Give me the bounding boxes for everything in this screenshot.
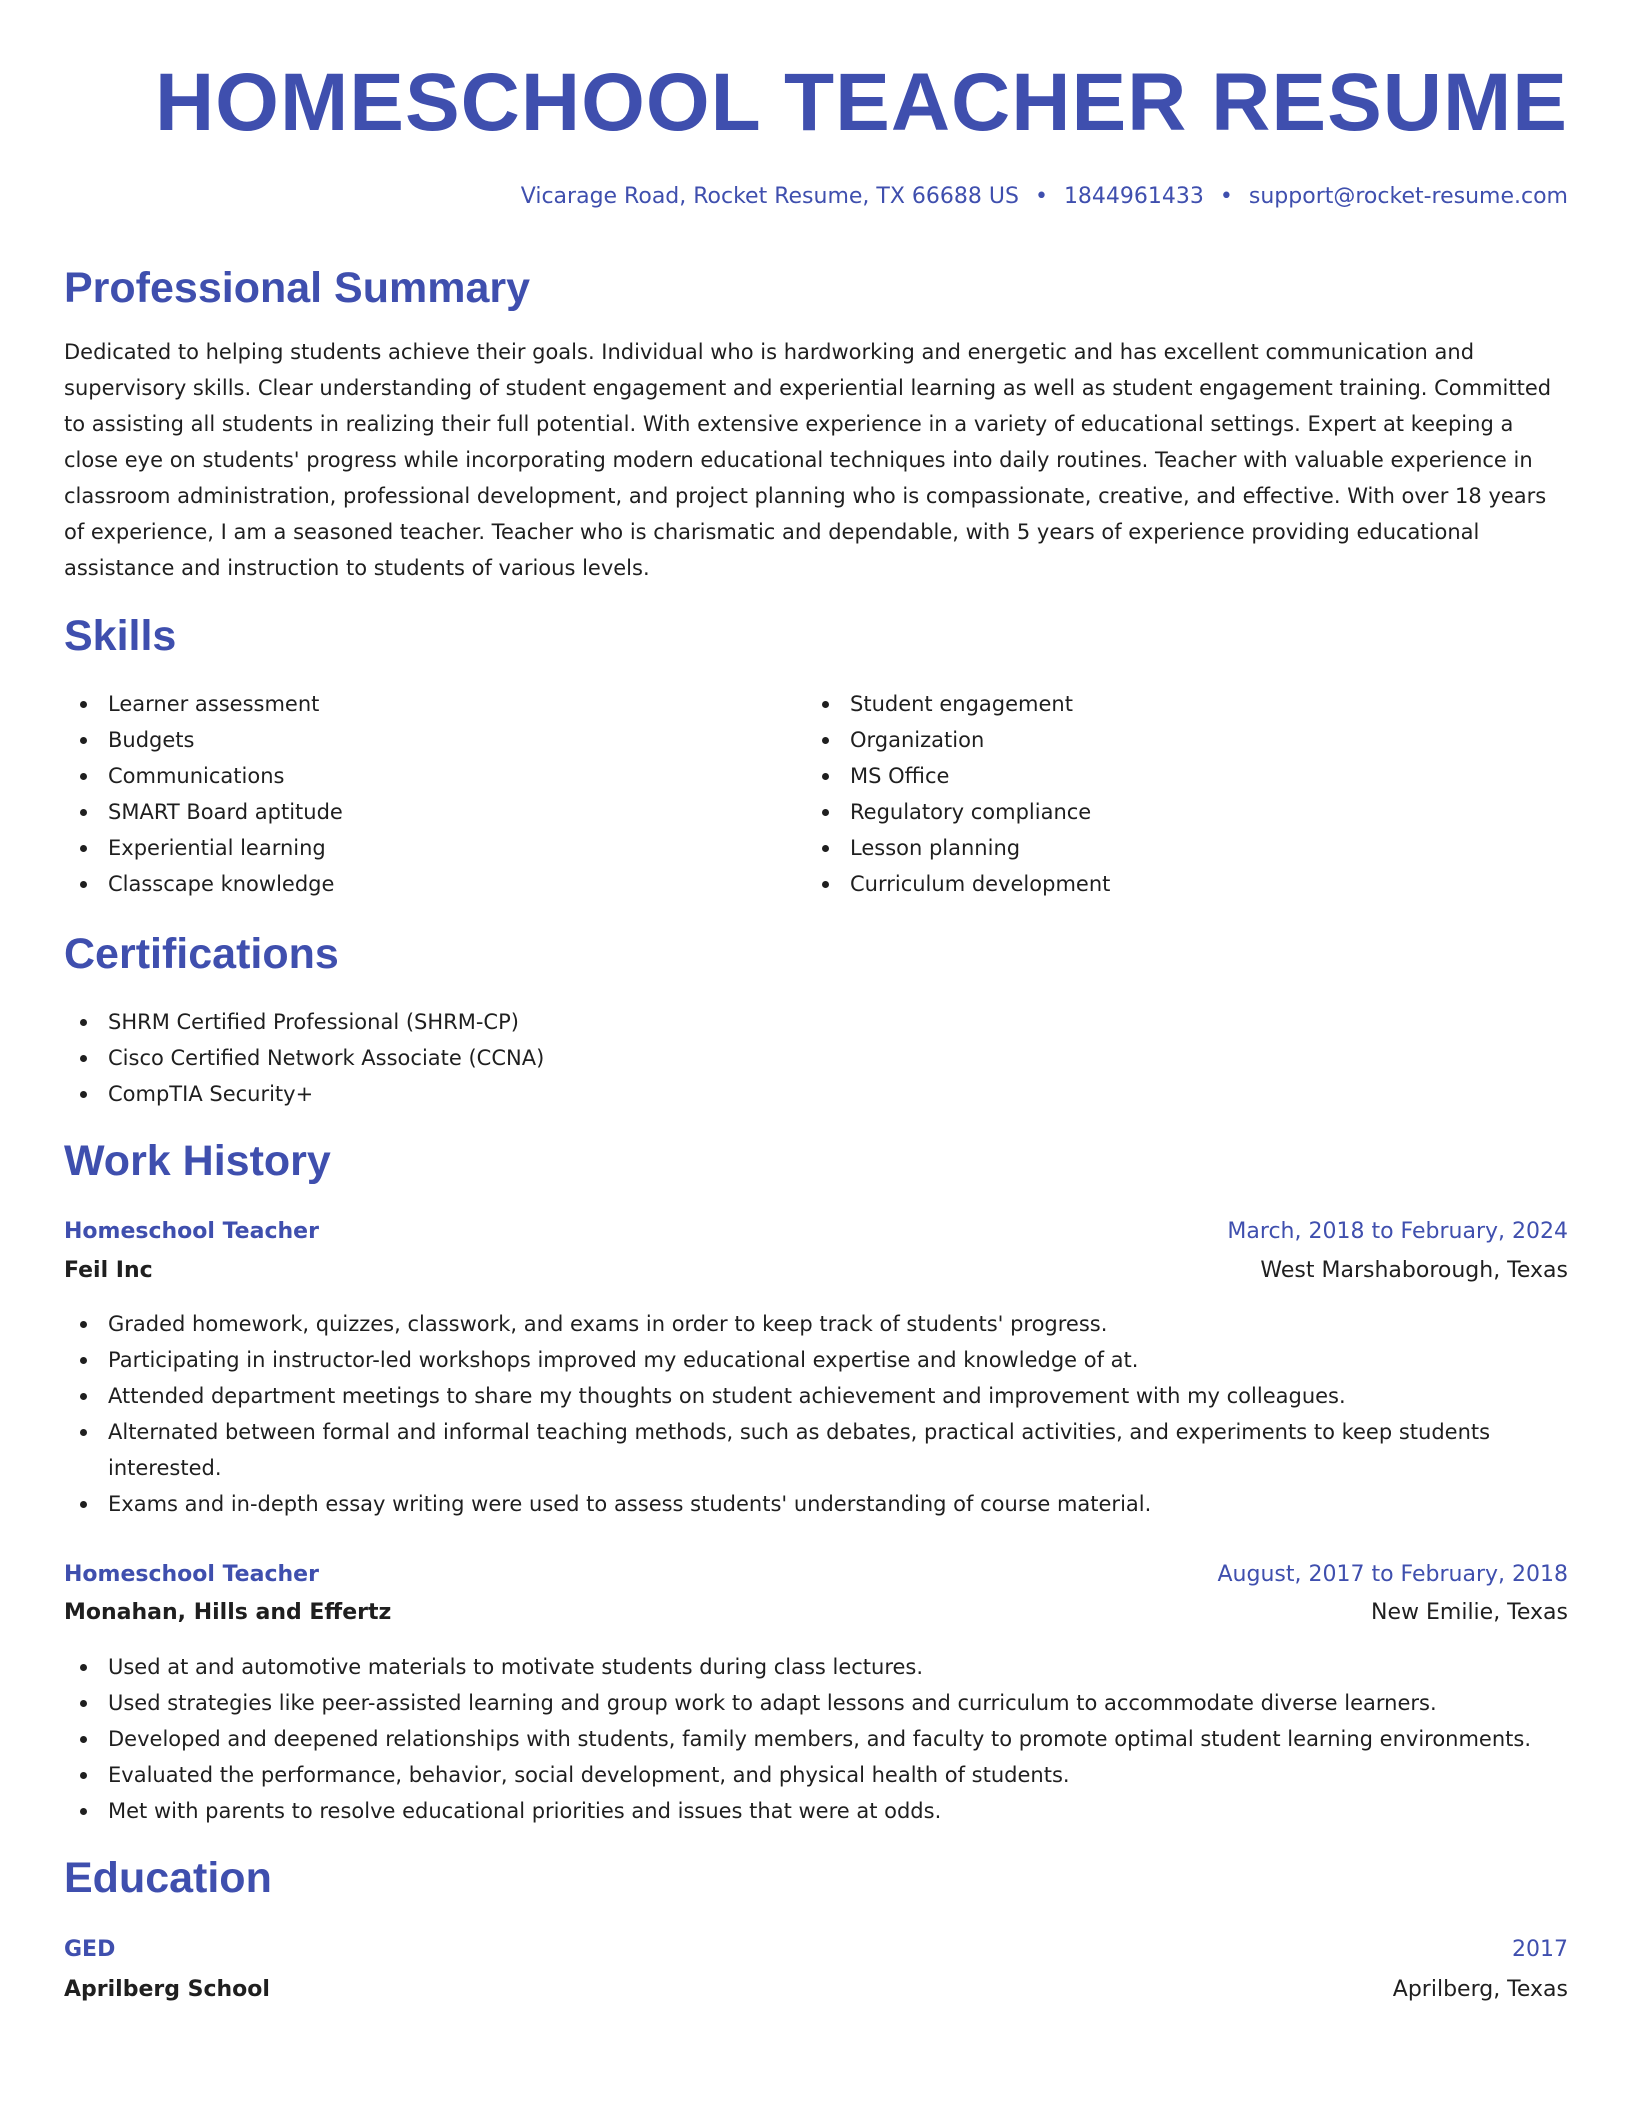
skill-item: Student engagement (806, 686, 1506, 722)
job-bullet: Developed and deepened relationships with students, family members, and faculty to promote optimal student learning environments. (64, 1721, 1568, 1757)
job-dates: August, 2017 to February, 2018 (1217, 1562, 1568, 1587)
skills-list-left (64, 686, 764, 902)
contact-phone: 1844961433 (1063, 184, 1204, 209)
certification-item: Cisco Certified Network Associate (CCNA) (64, 1040, 1568, 1076)
job-bullet: Exams and in-depth essay writing were used to assess students' understanding of course material. (64, 1486, 1568, 1522)
job-title: Homeschool Teacher (64, 1219, 319, 1244)
skills-heading: Skills (64, 612, 177, 660)
education-year: 2017 (1512, 1937, 1568, 1962)
certifications-heading: Certifications (64, 930, 339, 978)
job-bullet: Graded homework, quizzes, classwork, and exams in order to keep track of students' progress. (64, 1306, 1568, 1342)
education-school: Aprilberg School (64, 1977, 270, 2002)
skill-item: Organization (806, 722, 1506, 758)
job-bullet: Used at and automotive materials to motivate students during class lectures. (64, 1649, 1568, 1685)
job-bullet: Participating in instructor-led workshops improved my educational expertise and knowledge of at. (64, 1342, 1568, 1378)
skills-list-right (806, 686, 1506, 902)
skill-item: Lesson planning (806, 830, 1506, 866)
summary-text: Dedicated to helping students achieve their goals. Individual who is hardworking and energetic and has excellent communication and supervisory skills. Clear understanding of student engagement and experiential learning as well as student engagement training. Committed to assisting all students in realizing their full potential. With extensive experience in a variety of educational settings. Expert at keeping a close eye on students' progress while incorporating modern educational techniques into daily routines. Teacher with valuable experience in classroom administration, professional development, and project planning who is compassionate, creative, and effective. With over 18 years of experience, I am a seasoned teacher. Teacher who is charismatic and dependable, with 5 years of experience providing educational assistance and instruction to students of various levels. (64, 340, 1552, 580)
work-history-heading: Work History (64, 1137, 331, 1185)
job-company: Feil Inc (64, 1258, 153, 1283)
skill-item: SMART Board aptitude (64, 794, 764, 830)
job-bullet: Met with parents to resolve educational priorities and issues that were at odds. (64, 1793, 1568, 1829)
education-heading: Education (64, 1854, 272, 1902)
skill-item: Regulatory compliance (806, 794, 1506, 830)
contact-email[interactable]: support@rocket-resume.com (1248, 184, 1568, 209)
job-bullet: Used strategies like peer-assisted learning and group work to adapt lessons and curriculum to accommodate diverse learners. (64, 1685, 1568, 1721)
education-degree: GED (64, 1937, 116, 1962)
contact-separator: • (1034, 184, 1048, 209)
job-company-row (64, 1253, 1568, 1289)
contact-separator: • (1219, 184, 1233, 209)
job-bullets (64, 1306, 1568, 1522)
job-location: West Marshaborough, Texas (1260, 1258, 1568, 1283)
education-header-row (64, 1932, 1568, 1968)
skill-item: MS Office (806, 758, 1506, 794)
resume-page (64, 0, 1568, 2112)
skill-item: Learner assessment (64, 686, 764, 722)
education-location: Aprilberg, Texas (1392, 1977, 1568, 2002)
job-bullets (64, 1649, 1568, 1829)
job-header-row (64, 1214, 1568, 1250)
education-school-row (64, 1972, 1568, 2008)
job-location: New Emilie, Texas (1371, 1600, 1568, 1625)
skill-item: Budgets (64, 722, 764, 758)
job-bullet: Alternated between formal and informal teaching methods, such as debates, practical activities, and experiments to keep students interested. (64, 1414, 1568, 1486)
summary-heading: Professional Summary (64, 264, 531, 312)
job-title: Homeschool Teacher (64, 1562, 319, 1587)
job-bullet: Attended department meetings to share my thoughts on student achievement and improvement with my colleagues. (64, 1378, 1568, 1414)
resume-title: HOMESCHOOL TEACHER RESUME (154, 57, 1568, 148)
certification-item: CompTIA Security+ (64, 1076, 1568, 1112)
job-dates: March, 2018 to February, 2024 (1227, 1219, 1568, 1244)
contact-address: Vicarage Road, Rocket Resume, TX 66688 US (520, 184, 1019, 209)
skill-item: Curriculum development (806, 866, 1506, 902)
skill-item: Communications (64, 758, 764, 794)
job-company-row (64, 1595, 1568, 1631)
contact-line (521, 180, 1568, 214)
skill-item: Experiential learning (64, 830, 764, 866)
certification-item: SHRM Certified Professional (SHRM-CP) (64, 1004, 1568, 1040)
job-bullet: Evaluated the performance, behavior, social development, and physical health of students. (64, 1757, 1568, 1793)
job-company: Monahan, Hills and Effertz (64, 1600, 392, 1625)
job-header-row (64, 1557, 1568, 1593)
skill-item: Classcape knowledge (64, 866, 764, 902)
certifications-list (64, 1004, 1568, 1112)
